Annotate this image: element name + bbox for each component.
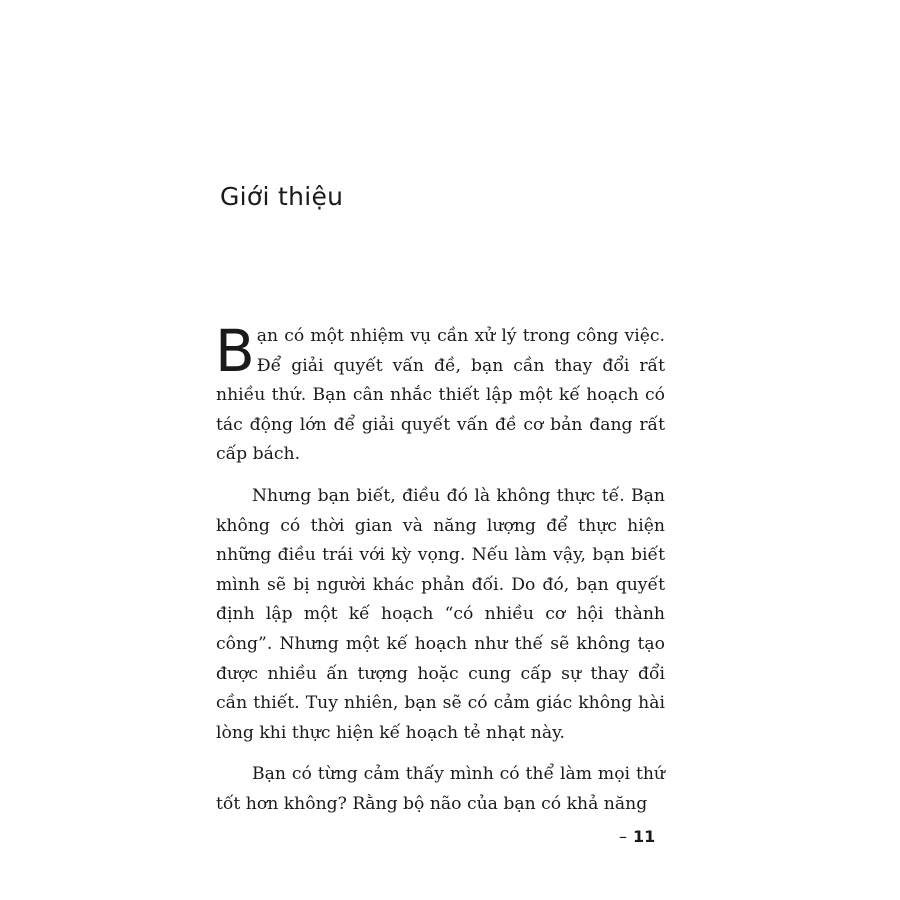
paragraph-2: Nhưng bạn biết, điều đó là không thực tế. Bạn không có thời gian và năng lượng để thực hiện những điều trái với kỳ vọng. Nếu làm vậy, bạn biết mình sẽ bị người khác phản đối. Do đó, bạn quyết định lập một kế hoạch “có nhiều cơ hội thành công”. Nhưng một kế hoạch như thế sẽ không tạo được nhiều ấn tượng hoặc cung cấp sự thay đổi cần thiết. Tuy nhiên, bạn sẽ có cảm giác không hài lòng khi thực hiện kế hoạch tẻ nhạt này. (216, 485, 665, 743)
body-text (215, 317, 665, 832)
page-number-dash: – (619, 827, 627, 846)
drop-cap: B (215, 317, 255, 385)
paragraph-3: Bạn có từng cảm thấy mình có thể làm mọi thứ tốt hơn không? Rằng bộ não của bạn có khả năng (216, 764, 665, 814)
page-number (619, 827, 655, 846)
chapter-title: Giới thiệu (220, 182, 344, 211)
paragraph-1-text: ạn có một nhiệm vụ cần xử lý trong công việc. Để giải quyết vấn đề, bạn cần thay đổi rất nhiều thứ. Bạn cân nhắc thiết lập một kế hoạch có tác động lớn để giải quyết vấn đề cơ bản đang rất cấp bách. (216, 326, 665, 465)
page-number-value: 11 (633, 827, 656, 846)
paragraph-1 (215, 317, 665, 470)
